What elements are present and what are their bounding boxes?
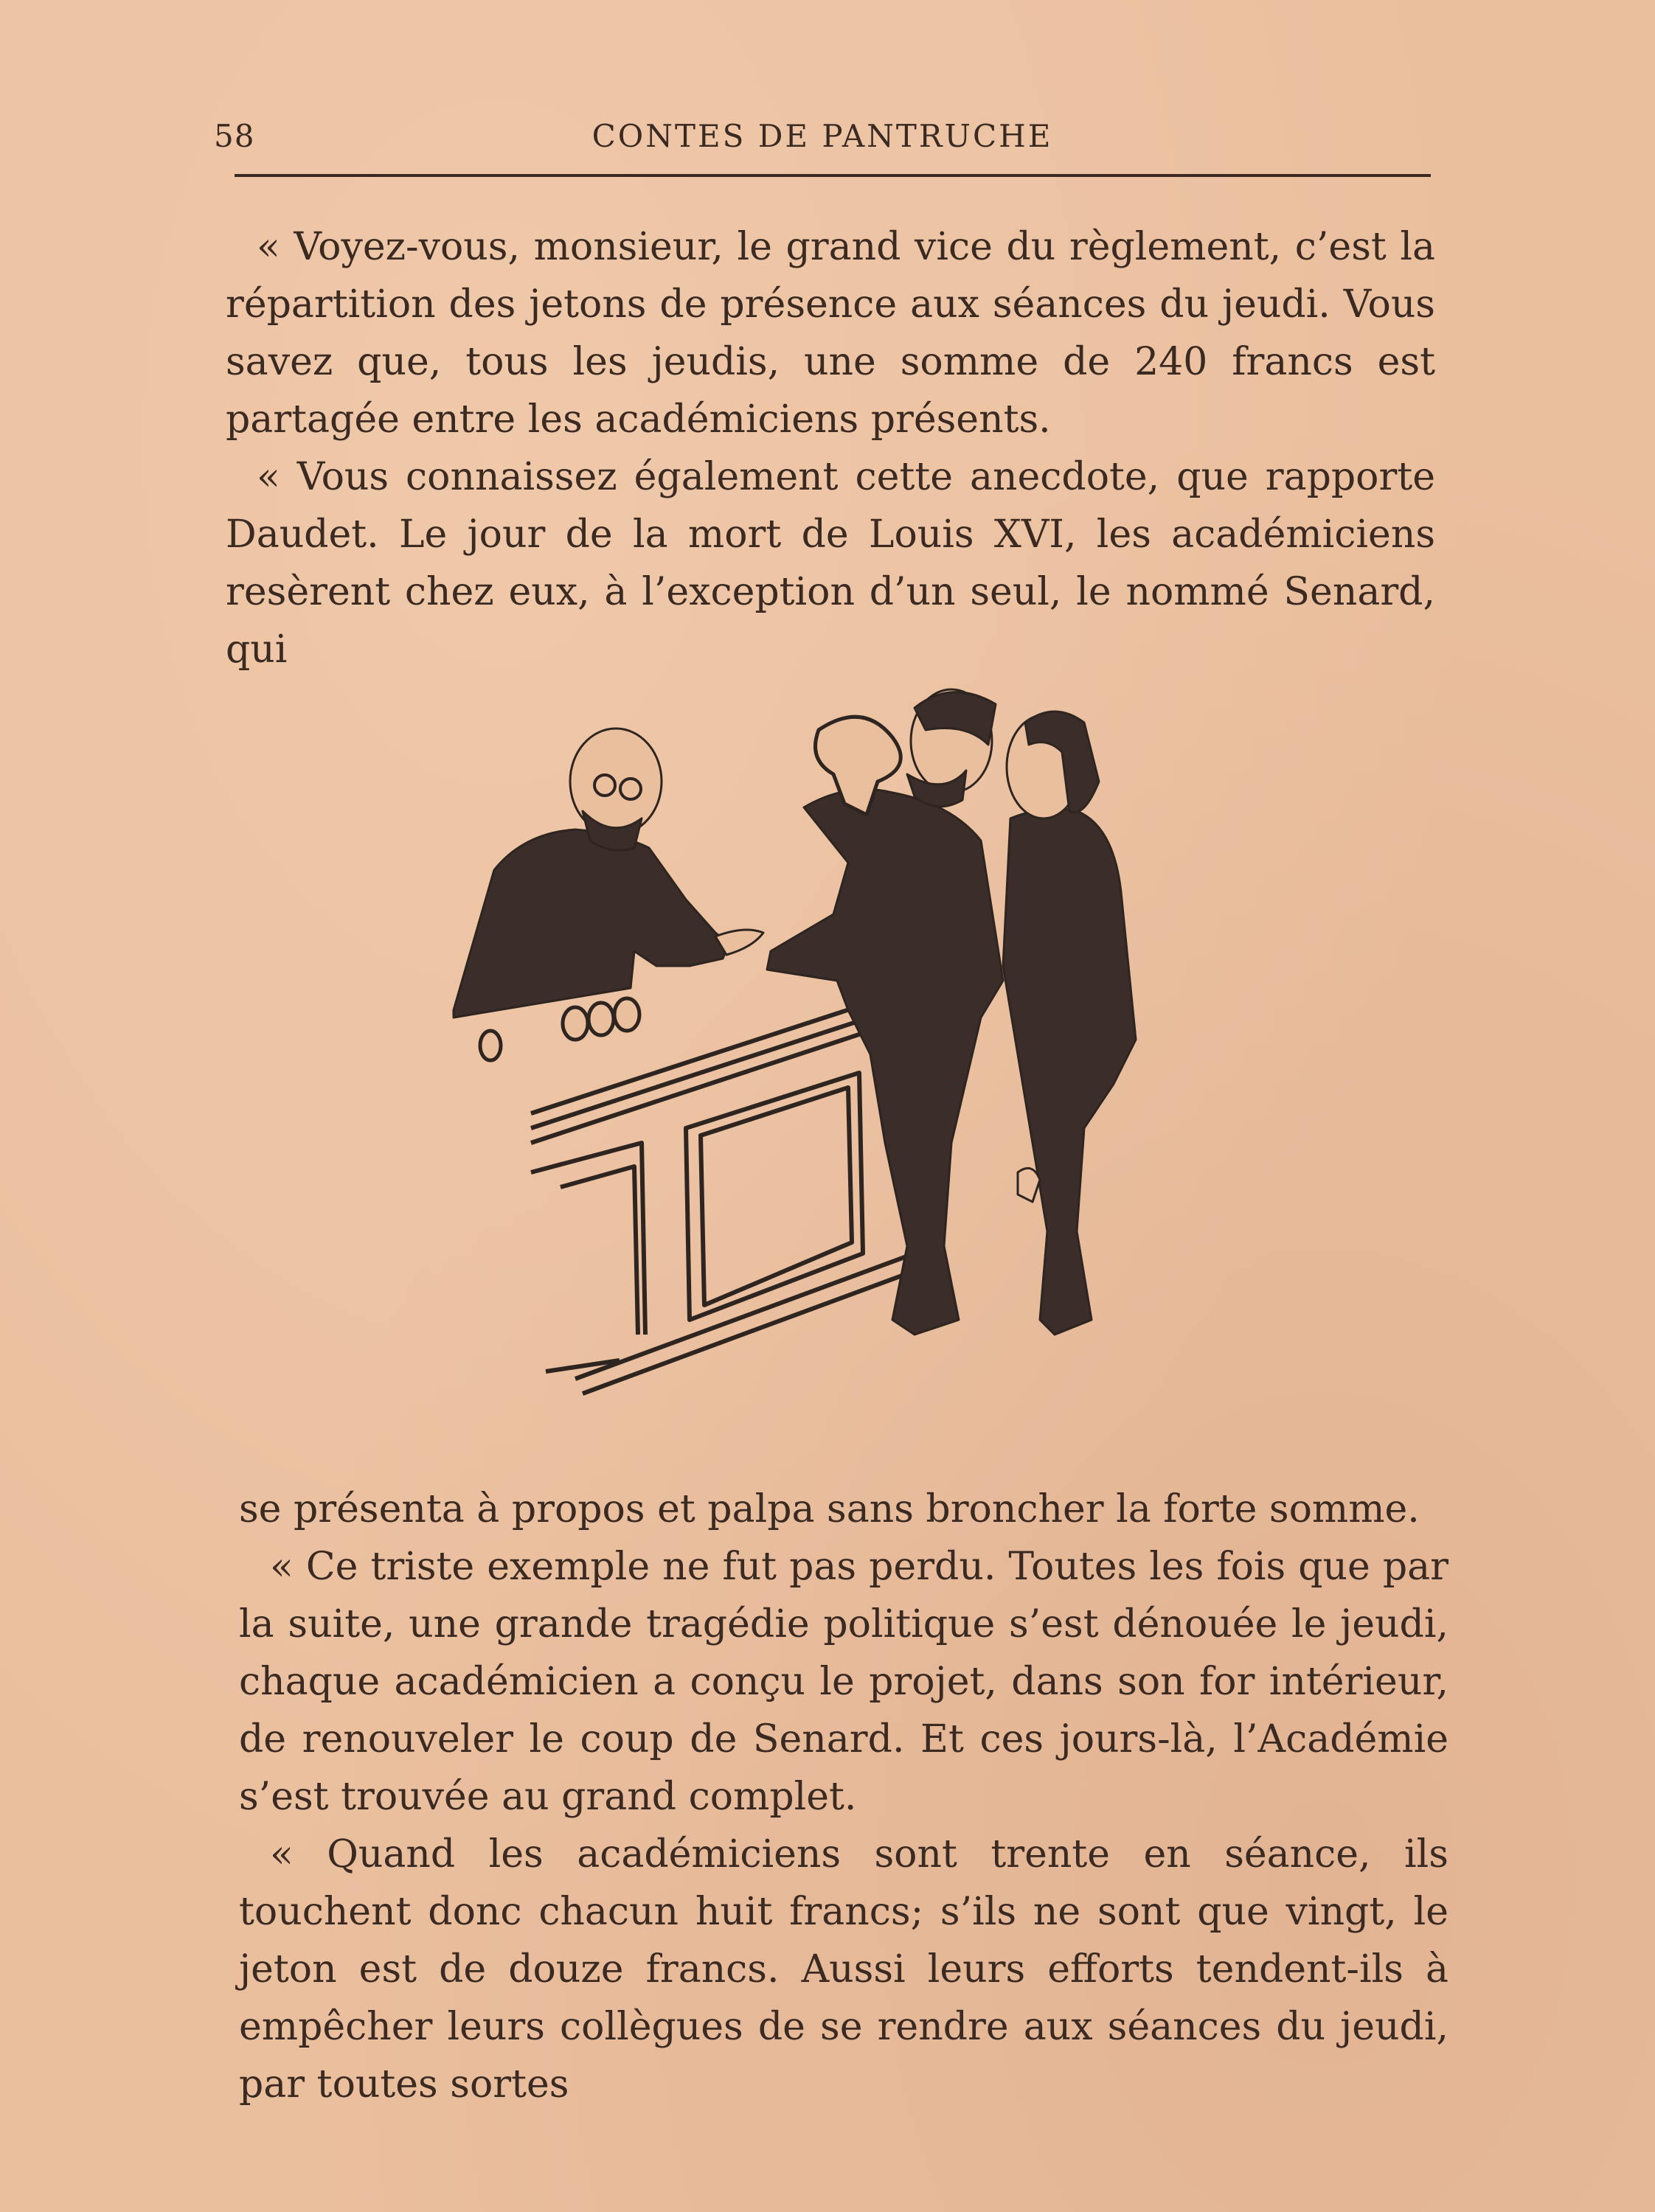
paragraph: « Ce triste exemple ne fut pas perdu. Toutes les fois que par la suite, une grande tragédie politique s’est dénouée le jeudi, chaque académicien a conçu le projet, dans son for intérieur, de renouveler le coup de Senard. Et ces jours-là, l’Académie s’est trouvée au grand complet. bbox=[239, 1545, 1448, 1819]
text-block-top bbox=[226, 218, 1435, 678]
text-block-bottom bbox=[239, 1481, 1448, 2113]
page-number: 58 bbox=[214, 118, 255, 154]
paragraph: « Vous connaissez également cette anecdote, que rapporte Daudet. Le jour de la mort de Louis XVI, les académiciens resèrent chez eux, à l’exception d’un seul, le nommé Senard, qui bbox=[226, 455, 1435, 672]
page-header bbox=[214, 118, 1431, 162]
paragraph: se présenta à propos et palpa sans broncher la forte somme. bbox=[239, 1487, 1420, 1531]
academicians-receiving-tokens-illustration bbox=[435, 671, 1246, 1438]
paragraph: « Voyez-vous, monsieur, le grand vice du règlement, c’est la répartition des jetons de présence aux séances du jeudi. Vous savez que, tous les jeudis, une somme de 240 francs est partagée entre les académiciens présents. bbox=[226, 225, 1435, 442]
header-rule bbox=[235, 174, 1431, 177]
running-title: CONTES DE PANTRUCHE bbox=[591, 118, 1053, 154]
paragraph: « Quand les académiciens sont trente en séance, ils touchent donc chacun huit francs; s’ils ne sont que vingt, le jeton est de douze francs. Aussi leurs efforts tendent-ils à empêcher leurs collègues de se rendre aux séances du jeudi, par toutes sortes bbox=[239, 1832, 1448, 2107]
